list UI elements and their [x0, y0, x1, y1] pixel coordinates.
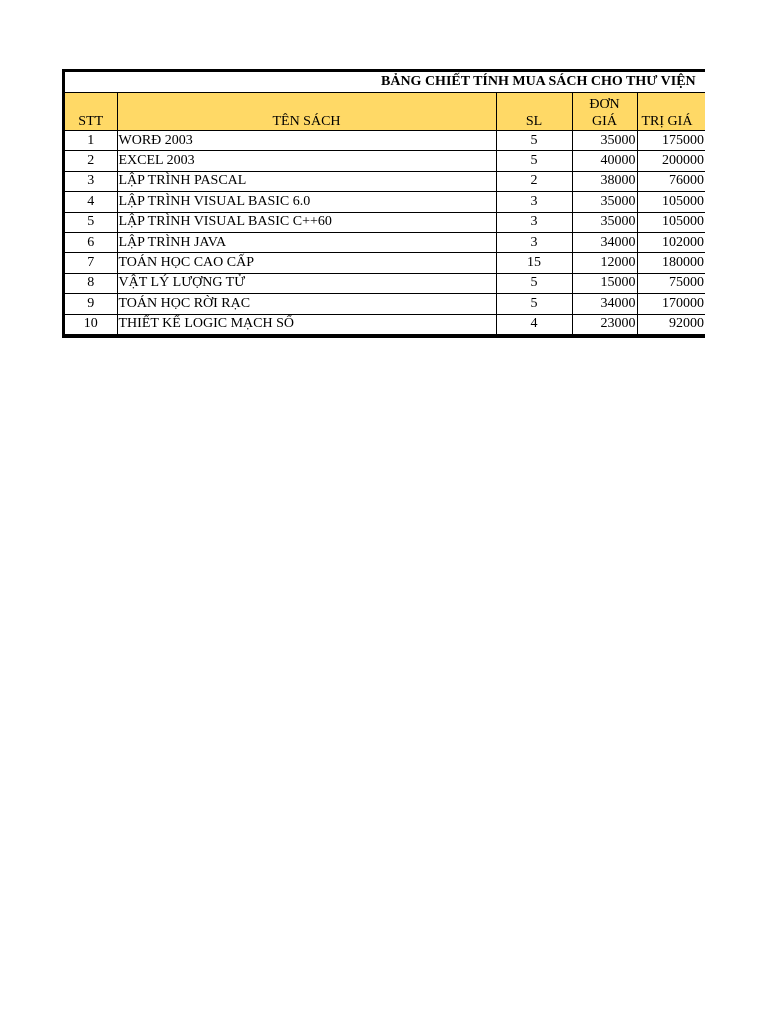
cell-tri-gia[interactable]: 200000: [637, 151, 705, 171]
cell-ten-sach[interactable]: TOÁN HỌC CAO CẤP: [117, 253, 496, 273]
header-tri-gia[interactable]: TRỊ GIÁ: [637, 93, 705, 131]
cell-sl[interactable]: 2: [496, 171, 572, 191]
table-row: [65, 232, 705, 252]
cell-don-gia[interactable]: 12000: [572, 253, 637, 273]
cell-sl[interactable]: 15: [496, 253, 572, 273]
cell-ten-sach[interactable]: LẬP TRÌNH PASCAL: [117, 171, 496, 191]
cell-sl[interactable]: 5: [496, 294, 572, 314]
cell-ten-sach[interactable]: EXCEL 2003: [117, 151, 496, 171]
cell-tri-gia[interactable]: 105000: [637, 212, 705, 232]
cell-don-gia[interactable]: 40000: [572, 151, 637, 171]
cell-tri-gia[interactable]: 170000: [637, 294, 705, 314]
cell-ten-sach[interactable]: LẬP TRÌNH VISUAL BASIC 6.0: [117, 192, 496, 212]
header-row: [65, 93, 705, 131]
header-don-gia-line2: GIÁ: [592, 114, 617, 129]
cell-stt[interactable]: 3: [65, 171, 117, 191]
table-row: [65, 273, 705, 293]
table-row: [65, 151, 705, 171]
cell-sl[interactable]: 3: [496, 192, 572, 212]
table-row: [65, 314, 705, 334]
cell-stt[interactable]: 7: [65, 253, 117, 273]
cell-don-gia[interactable]: 35000: [572, 212, 637, 232]
cell-sl[interactable]: 3: [496, 232, 572, 252]
cell-tri-gia[interactable]: 105000: [637, 192, 705, 212]
cell-tri-gia[interactable]: 180000: [637, 253, 705, 273]
cell-don-gia[interactable]: 34000: [572, 232, 637, 252]
book-purchase-table: [65, 72, 705, 335]
cell-stt[interactable]: 4: [65, 192, 117, 212]
cell-ten-sach[interactable]: TOÁN HỌC RỜI RẠC: [117, 294, 496, 314]
cell-sl[interactable]: 5: [496, 151, 572, 171]
table-row: [65, 192, 705, 212]
cell-don-gia[interactable]: 15000: [572, 273, 637, 293]
cell-stt[interactable]: 2: [65, 151, 117, 171]
header-stt[interactable]: STT: [65, 93, 117, 131]
cell-sl[interactable]: 5: [496, 273, 572, 293]
cell-sl[interactable]: 4: [496, 314, 572, 334]
header-don-gia[interactable]: [572, 93, 637, 131]
cell-sl[interactable]: 3: [496, 212, 572, 232]
cell-stt[interactable]: 5: [65, 212, 117, 232]
cell-stt[interactable]: 6: [65, 232, 117, 252]
table-row: [65, 131, 705, 151]
cell-don-gia[interactable]: 38000: [572, 171, 637, 191]
cell-ten-sach[interactable]: LẬP TRÌNH JAVA: [117, 232, 496, 252]
cell-ten-sach[interactable]: LẬP TRÌNH VISUAL BASIC C++60: [117, 212, 496, 232]
cell-don-gia[interactable]: 34000: [572, 294, 637, 314]
cell-tri-gia[interactable]: 175000: [637, 131, 705, 151]
cell-don-gia[interactable]: 23000: [572, 314, 637, 334]
table-row: [65, 294, 705, 314]
cell-stt[interactable]: 10: [65, 314, 117, 334]
header-ten-sach[interactable]: TÊN SÁCH: [117, 93, 496, 131]
header-don-gia-line1: ĐƠN: [589, 97, 620, 112]
spreadsheet-area: [62, 69, 705, 338]
table-row: [65, 212, 705, 232]
header-sl[interactable]: SL: [496, 93, 572, 131]
table-row: [65, 171, 705, 191]
table-title: BẢNG CHIẾT TÍNH MUA SÁCH CHO THƯ VIỆN: [381, 74, 696, 89]
title-row: [65, 72, 705, 93]
title-cell[interactable]: [65, 72, 705, 93]
table-row: [65, 253, 705, 273]
cell-ten-sach[interactable]: WORĐ 2003: [117, 131, 496, 151]
cell-ten-sach[interactable]: THIẾT KẾ LOGIC MẠCH SỐ: [117, 314, 496, 334]
cell-don-gia[interactable]: 35000: [572, 131, 637, 151]
cell-don-gia[interactable]: 35000: [572, 192, 637, 212]
cell-tri-gia[interactable]: 102000: [637, 232, 705, 252]
cell-sl[interactable]: 5: [496, 131, 572, 151]
cell-stt[interactable]: 8: [65, 273, 117, 293]
cell-ten-sach[interactable]: VẬT LÝ LƯỢNG TỬ: [117, 273, 496, 293]
cell-tri-gia[interactable]: 76000: [637, 171, 705, 191]
cell-tri-gia[interactable]: 92000: [637, 314, 705, 334]
cell-stt[interactable]: 9: [65, 294, 117, 314]
cell-stt[interactable]: 1: [65, 131, 117, 151]
cell-tri-gia[interactable]: 75000: [637, 273, 705, 293]
